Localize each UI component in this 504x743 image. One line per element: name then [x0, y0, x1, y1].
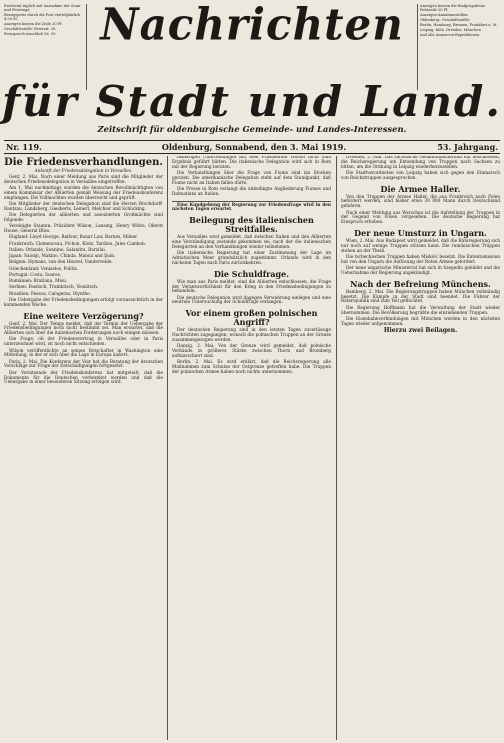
- paragraph: Serbien: Pasitsch, Trumbitsch, Vesnitsch.: [9, 285, 99, 291]
- left-info-line: Geschäftsstelle: Peterstr. 28.: [4, 27, 57, 32]
- issue-number: Nr. 119.: [6, 142, 42, 152]
- article-subhead: Ankunft der Friedensdelegation in Versailles.: [34, 169, 133, 174]
- notice-text: Eine Kundgebung der Regierung zur Friedensfrage wird in den nächsten Tagen erwartet.: [172, 202, 331, 213]
- left-info-line: Erscheint täglich mit Ausnahme der Sonn- und Feiertage.: [4, 4, 82, 13]
- paragraph: Griechenland: Venizelos, Politis.: [9, 266, 79, 272]
- article-heading: Die Schuldfrage.: [213, 268, 290, 279]
- paragraph: Danzig, 2. Mai. Von der Grenze wird gemeldet, daß polnische Verbände in größerer Stärke zwischen Thorn und Bromberg aufmarschiert sind.: [172, 344, 331, 359]
- paragraph: Die Eisenbahnverbindungen mit München werden in den nächsten Tagen wieder aufgenommen.: [341, 316, 500, 327]
- supplements-note: Hierzu zwei Beilagen.: [383, 327, 458, 335]
- paragraph: Italien: Orlando, Sonnino, Salandra, Barzilai.: [9, 247, 107, 253]
- masthead: [88, 0, 416, 51]
- right-info-line: Leipzig, Köln, Dresden, München: [420, 27, 481, 32]
- paragraph: Aus Versailles wird gemeldet, daß zwischen Italien und den Alliierten eine Verständigung zustande gekommen sei, nach der die italienischen Delegierten an den Verhandlungen wieder teilnehmen.: [172, 235, 331, 250]
- paragraph: Belgien: Hymans, van den Heuvel, Vandervelde.: [9, 260, 113, 266]
- column-rule: [167, 156, 168, 740]
- paragraph: Die Regierung Hoffmann hat die Verwaltung der Stadt wieder übernommen. Die Bevölkerung begrüßte die einziehenden Truppen.: [341, 305, 500, 316]
- paragraph: Die Stadtverordneten von Leipzig haben sich gegen den Einmarsch von Reichstruppen ausgesprochen.: [341, 170, 500, 181]
- article-heading: Die Friedensverhandlungen.: [4, 157, 163, 168]
- paragraph: Paris, 2. Mai. Die Konferenz der Vier hat die Beratung der deutschen Vorschläge zur Frage der Entschädigungen fortgesetzt.: [4, 359, 163, 370]
- left-info-line: Anzeigen kosten die Zeile 20 Pf.: [4, 22, 63, 27]
- article-heading: Vor einem großen polnischen Angriff?: [185, 308, 318, 328]
- paragraph: Vereinigte Staaten: Präsident Wilson, Lansing, Henry White, Oberst House, General Bliss.: [4, 224, 163, 235]
- paragraph: Die tschechischen Truppen haben Miskolc besetzt. Die Ententemission hat von den Ungarn die Auflösung der Roten Armee gefordert.: [341, 254, 500, 265]
- column-rule: [336, 156, 337, 740]
- paragraph: Die Verhandlungen über die Frage von Fiume sind ins Stocken geraten. Die amerikanische Delegation steht auf dem Standpunkt, daß Fiume nicht an Italien fallen dürfe.: [172, 170, 331, 186]
- right-info-line: Anzeigen-Annahmestellen:: [420, 13, 469, 18]
- paragraph: Rumänien: Bratianu, Misu.: [9, 279, 68, 285]
- paragraph: Die Uebergabe der Friedensbedingungen erfolgt voraussichtlich in der kommenden Woche.: [4, 297, 163, 308]
- column-2: [172, 156, 331, 740]
- paragraph: Der deutschen Regierung sind in den letzten Tagen zuverlässige Nachrichten zugegangen, wonach die polnischen Truppen an der Grenze zusammengezogen werden.: [172, 328, 331, 343]
- volume: 53. Jahrgang.: [437, 142, 498, 152]
- paragraph: Japan: Saionji, Makino, Chinda, Matsui und Ijuin.: [9, 254, 116, 260]
- paragraph: bisherigen Unterredungen mit dem Präsidenten Wilson nicht zum Ergebnis geführt hätten. Die italienische Delegation wird sich in Rom mit der Regierung beraten.: [172, 156, 331, 170]
- paragraph: Der neue ungarische Ministerrat hat sich in Szegedin gebildet und die Uebernahme der Regierung angekündigt.: [341, 266, 500, 276]
- masthead-title-line2: für Stadt und Land.: [1, 77, 503, 126]
- article-columns: [4, 156, 500, 740]
- paragraph: Wie man aus Paris meldet, sind die Alliierten entschlossen, die Frage der Verantwortlichkeit für den Krieg in den Friedensbedingungen zu behandeln.: [172, 279, 331, 295]
- paragraph: Nach einer Meldung aus Warschau ist die Aufstellung der Truppen in der Gegend von Posen vorgesehen. Die deutsche Regierung hat Einspruch erhoben.: [341, 210, 500, 226]
- paragraph: Von den Truppen der Armee Haller, die aus Frankreich nach Polen befördert werden, sind bisher etwa 30 000 Mann durch Deutschland gefahren.: [341, 194, 500, 210]
- paragraph: Genf, 2. Mai. Der Temps meldet, daß der Termin der Uebergabe der Friedensbedingungen noch nicht bestimmt sei. Man erwartet, daß die Alliierten sich über die italienischen Forderungen noch einigen müssen.: [4, 321, 163, 337]
- paragraph: Wien, 2. Mai. Aus Budapest wird gemeldet, daß die Räteregierung sich nur noch auf wenige Truppen stützen kann. Die rumänischen Truppen stehen an der Theiß.: [341, 239, 500, 254]
- paragraph: Die Frage, ob der Friedensvertrag in Versailles oder in Paris unterzeichnet wird, ist noch nicht entschieden.: [4, 337, 163, 348]
- article-heading: Nach der Befreiung Münchens.: [350, 278, 491, 289]
- masthead-title-line1: Nachrichten: [100, 0, 404, 51]
- article-heading: Beilegung des italienischen Streitfalles.: [189, 215, 314, 235]
- left-info-line: Bezugspreis durch die Post vierteljährlich 4.50 M.: [4, 13, 81, 22]
- paragraph: Frankreich: Clemenceau, Pichon, Klotz, Tardieu, Jules Cambon.: [9, 241, 147, 247]
- right-info-line: und alle Annoncen-Expeditionen.: [420, 32, 481, 37]
- left-info-line: Fernsprech-Anschluß Nr. 59.: [4, 32, 57, 37]
- article-heading: Der neue Umsturz in Ungarn.: [354, 228, 487, 239]
- paragraph: Berlin, 2. Mai. Es wird erklärt, daß die Reichsregierung alle Maßnahmen zum Schutze der Ostgrenze getroffen habe. Die Truppen der polnischen Armee haben noch nichts unternommen.: [172, 360, 331, 375]
- paragraph: Wilson veröffentlichte an seinen Botschafter in Washington eine Mitteilung, in der er sich über die Lage in Europa äußert.: [4, 348, 163, 359]
- paragraph: Die Presse in Rom verlangt die unbedingte Angliederung Fiumes und Dalmatiens an Italien.: [172, 186, 331, 197]
- paragraph: Die Mitglieder der deutschen Delegation sind die Herren Brockdorff-Rantzau, Landsberg, Giesberts, Leinert, Melchior und Schücking.: [4, 202, 163, 213]
- right-info-line: Anzeigen kosten die fünfgespaltene Petitzeile 20 Pf.: [420, 4, 486, 13]
- paragraph: Brasilien: Pessoa, Calogeras, Olyntho.: [9, 291, 91, 297]
- paragraph: Die Delegierten der alliierten und assoziierten Großmächte sind folgende:: [4, 213, 163, 224]
- column-1: [4, 156, 163, 740]
- right-info-line: Berlin, Hamburg, Bremen, Frankfurt a. M.: [420, 22, 498, 27]
- paragraph: Dresden, 2. Mai. Das sächsische Gesamtministerium hat beschlossen, die Reichsregierung um Entsendung von Truppen nach Sachsen zu bitten, um die Ordnung in Leipzig wiederherzustellen.: [341, 156, 500, 170]
- dateline: [4, 140, 500, 154]
- paragraph: Am 1. Mai nachmittags wurden die deutschen Bevollmächtigten von einem Kommissar der Alliierten gemäß Weisung der Friedenskonferenz empfangen. Die Vollmachten wurden überreicht und geprüft.: [4, 186, 163, 201]
- paragraph: Genf, 2. Mai. Nach einer Meldung aus Paris sind die Mitglieder der deutschen Friedensdelegation in Versailles eingetroffen.: [4, 175, 163, 186]
- article-heading: Eine weitere Verzögerung?: [23, 310, 144, 321]
- paragraph: England: Lloyd George, Balfour, Bonar Law, Barnes, Milner.: [9, 235, 139, 241]
- place-date: Oldenburg, Sonnabend, den 3. Mai 1919.: [161, 142, 347, 152]
- paragraph: Bamberg, 2. Mai. Die Regierungstruppen haben München vollständig besetzt. Die Kämpfe in der Stadt sind beendet. Die Führer der Räterepublik sind zum Teil geflüchtet.: [341, 289, 500, 305]
- paragraph: Die deutsche Delegation wird dagegen Verwahrung einlegen und eine neutrale Untersuchung der Schuldfrage verlangen.: [172, 295, 331, 306]
- notice-box: [172, 201, 331, 214]
- article-heading: Die Armee Haller.: [380, 183, 461, 194]
- right-info-line: Oldenburg: Geschäftsstelle: [420, 18, 470, 23]
- masthead-subtitle: Zeitschrift für oldenburgische Gemeinde- und Landes-Interessen.: [97, 124, 407, 134]
- paragraph: Die italienische Regierung hat einer Zustimmung der Lage im Adriatischen Meer grundsätzlich zugestimmt. Orlando wird in den nächsten Tagen nach Paris zurückkehren.: [172, 251, 331, 266]
- paragraph: Der Vorsitzende der Friedenskonferenz hat mitgeteilt, daß die Dokumente für die Deutschen vorbereitet werden und daß die Uebergabe in einer besonderen Sitzung erfolgen wird.: [4, 370, 163, 386]
- column-3: [341, 156, 500, 740]
- paragraph: Portugal: Costa, Soares.: [9, 272, 62, 278]
